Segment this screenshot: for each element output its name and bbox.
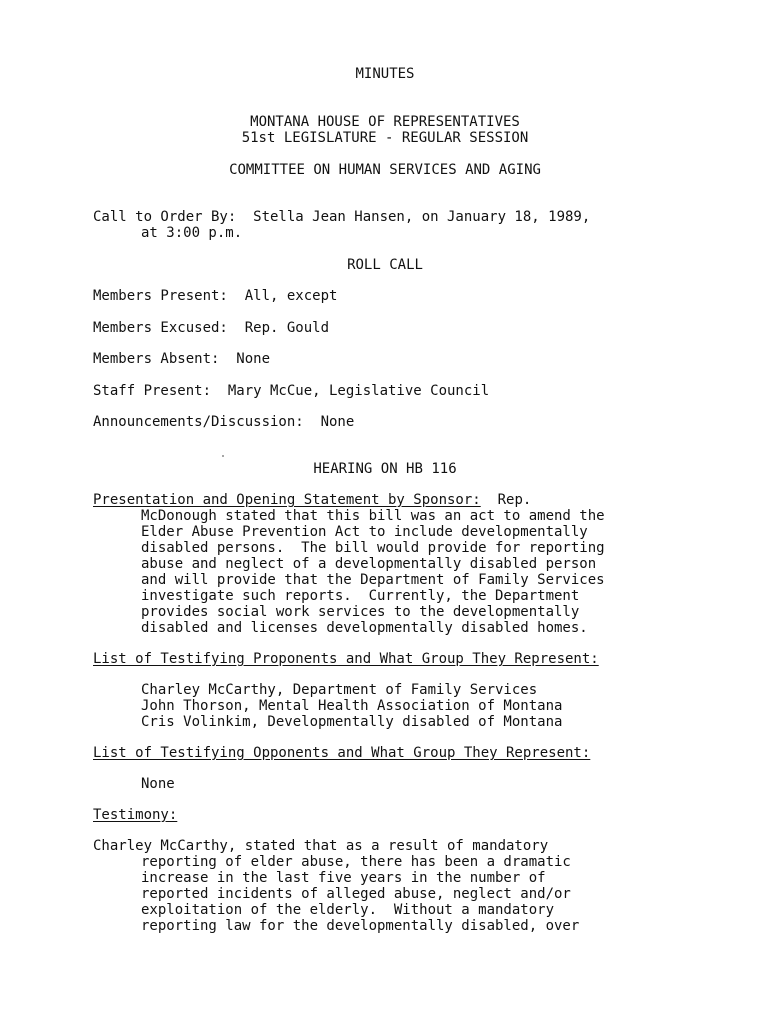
- opponents-value: None: [141, 776, 175, 792]
- testimony-line: increase in the last five years in the number of: [141, 870, 546, 886]
- members-excused: Members Excused: Rep. Gould: [93, 320, 330, 336]
- presentation-line: disabled persons. The bill would provide for reporting: [141, 540, 605, 556]
- testimony-line: reported incidents of alleged abuse, neglect and/or: [141, 886, 571, 902]
- presentation-sponsor-prefix: Rep.: [480, 492, 532, 508]
- proponent-item: Cris Volinkim, Developmentally disabled of Montana: [141, 714, 563, 730]
- presentation-line: abuse and neglect of a developmentally disabled person: [141, 556, 597, 572]
- presentation-line: investigate such reports. Currently, the Department: [141, 588, 580, 604]
- members-present: Members Present: All, except: [93, 288, 338, 304]
- proponent-item: John Thorson, Mental Health Association of Montana: [141, 698, 563, 714]
- house-name: MONTANA HOUSE OF REPRESENTATIVES: [250, 114, 520, 130]
- presentation-line: provides social work services to the developmentally: [141, 604, 580, 620]
- testimony-line: reporting law for the developmentally disabled, over: [141, 918, 580, 934]
- testimony-line: exploitation of the elderly. Without a mandatory: [141, 902, 555, 918]
- proponent-item: Charley McCarthy, Department of Family Services: [141, 682, 538, 698]
- staff-present: Staff Present: Mary McCue, Legislative Council: [93, 383, 490, 399]
- minutes-title: MINUTES: [355, 66, 415, 82]
- session-name: 51st LEGISLATURE - REGULAR SESSION: [241, 130, 529, 146]
- announcements: Announcements/Discussion: None: [93, 414, 355, 430]
- committee-name: COMMITTEE ON HUMAN SERVICES AND AGING: [229, 162, 541, 178]
- presentation-line: and will provide that the Department of Family Services: [141, 572, 605, 588]
- proponents-heading: List of Testifying Proponents and What Group They Represent:: [93, 651, 599, 667]
- testimony-line: reporting of elder abuse, there has been a dramatic: [141, 854, 571, 870]
- roll-call-heading: ROLL CALL: [347, 257, 423, 273]
- call-to-order-line: Call to Order By: Stella Jean Hansen, on January 18, 1989,: [93, 209, 591, 225]
- call-to-order-time: at 3:00 p.m.: [141, 225, 243, 241]
- presentation-label: Presentation and Opening Statement by Sponsor:: [93, 492, 481, 508]
- presentation-heading-line: [93, 492, 531, 508]
- scan-speck: [222, 455, 224, 457]
- members-absent: Members Absent: None: [93, 351, 271, 367]
- presentation-line: Elder Abuse Prevention Act to include developmentally: [141, 524, 588, 540]
- testimony-first-line: Charley McCarthy, stated that as a result of mandatory: [93, 838, 549, 854]
- presentation-line: disabled and licenses developmentally disabled homes.: [141, 620, 588, 636]
- hearing-heading: HEARING ON HB 116: [313, 461, 457, 477]
- presentation-line: McDonough stated that this bill was an act to amend the: [141, 508, 605, 524]
- testimony-heading: Testimony:: [93, 807, 178, 823]
- opponents-heading: List of Testifying Opponents and What Group They Represent:: [93, 745, 591, 761]
